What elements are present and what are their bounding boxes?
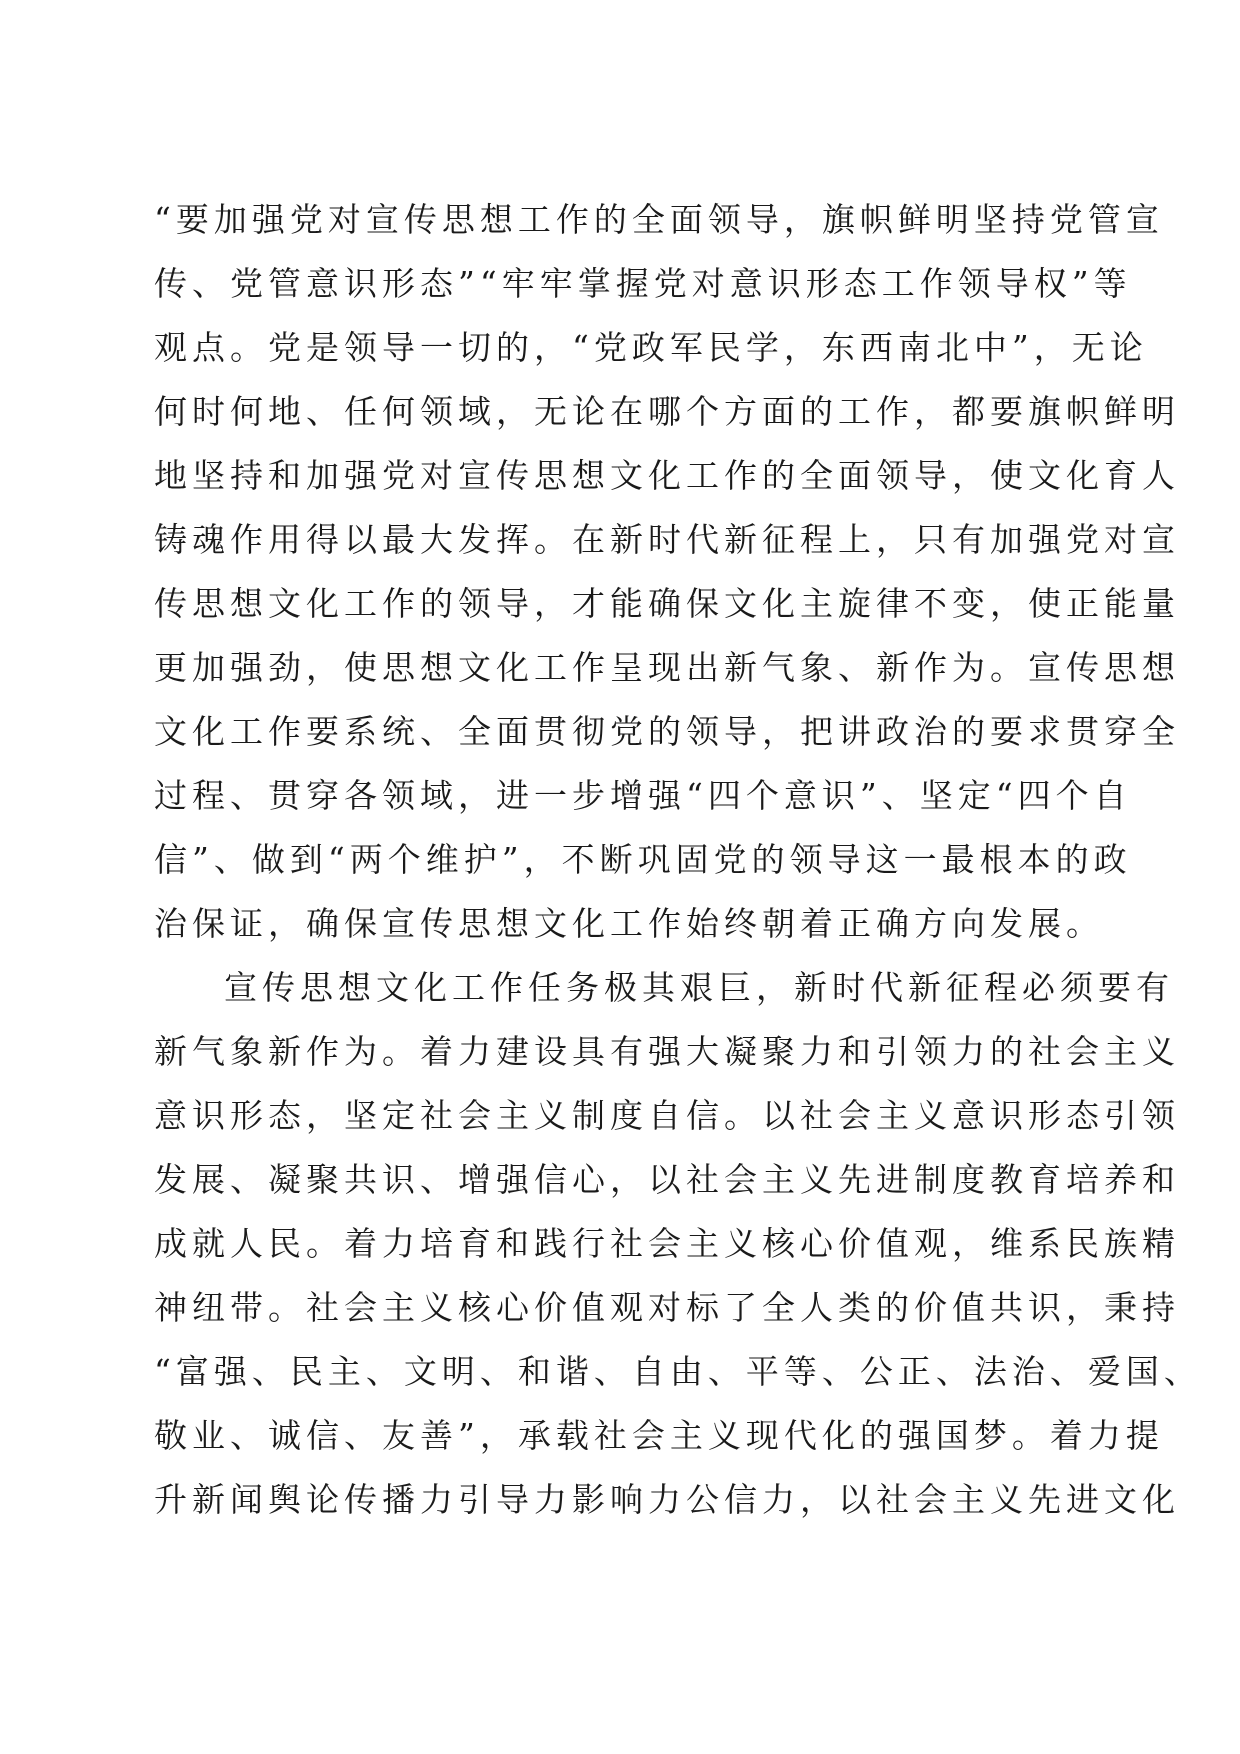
- text-line: 更加强劲，使思想文化工作呈现出新气象、新作为。宣传思想: [154, 648, 1180, 687]
- text-line: 何时何地、任何领域，无论在哪个方面的工作，都要旗帜鲜明: [154, 392, 1180, 431]
- text-line: 成就人民。着力培育和践行社会主义核心价值观，维系民族精: [154, 1224, 1180, 1263]
- text-line: 铸魂作用得以最大发挥。在新时代新征程上，只有加强党对宣: [154, 520, 1180, 559]
- text-line: “富强、民主、文明、和谐、自由、平等、公正、法治、爱国、: [154, 1352, 1202, 1391]
- text-line: 发展、凝聚共识、增强信心，以社会主义先进制度教育培养和: [154, 1160, 1180, 1199]
- text-line: 意识形态，坚定社会主义制度自信。以社会主义意识形态引领: [154, 1096, 1180, 1135]
- text-line: 传思想文化工作的领导，才能确保文化主旋律不变，使正能量: [154, 584, 1180, 623]
- text-line: 神纽带。社会主义核心价值观对标了全人类的价值共识，秉持: [154, 1288, 1180, 1327]
- text-line: 信”、做到“两个维护”，不断巩固党的领导这一最根本的政: [154, 840, 1132, 879]
- text-line: 治保证，确保宣传思想文化工作始终朝着正确方向发展。: [154, 904, 1104, 943]
- text-line: “要加强党对宣传思想工作的全面领导，旗帜鲜明坚持党管宣: [154, 200, 1164, 239]
- text-line: 升新闻舆论传播力引导力影响力公信力，以社会主义先进文化: [154, 1480, 1180, 1519]
- text-line: 文化工作要系统、全面贯彻党的领导，把讲政治的要求贯穿全: [154, 712, 1180, 751]
- text-line: 地坚持和加强党对宣传思想文化工作的全面领导，使文化育人: [154, 456, 1180, 495]
- text-line: 观点。党是领导一切的，“党政军民学，东西南北中”，无论: [154, 328, 1148, 367]
- paragraph-2: [154, 956, 1202, 1532]
- text-line: 新气象新作为。着力建设具有强大凝聚力和引领力的社会主义: [154, 1032, 1180, 1071]
- text-line-first: 宣传思想文化工作任务极其艰巨，新时代新征程必须要有: [224, 968, 1174, 1007]
- text-line: 过程、贯穿各领域，进一步增强“四个意识”、坚定“四个自: [154, 776, 1132, 815]
- document-body: [154, 188, 1202, 1532]
- text-line: 传、党管意识形态”“牢牢掌握党对意识形态工作领导权”等: [154, 264, 1132, 303]
- text-line: 敬业、诚信、友善”，承载社会主义现代化的强国梦。着力提: [154, 1416, 1164, 1455]
- paragraph-1: [154, 188, 1180, 956]
